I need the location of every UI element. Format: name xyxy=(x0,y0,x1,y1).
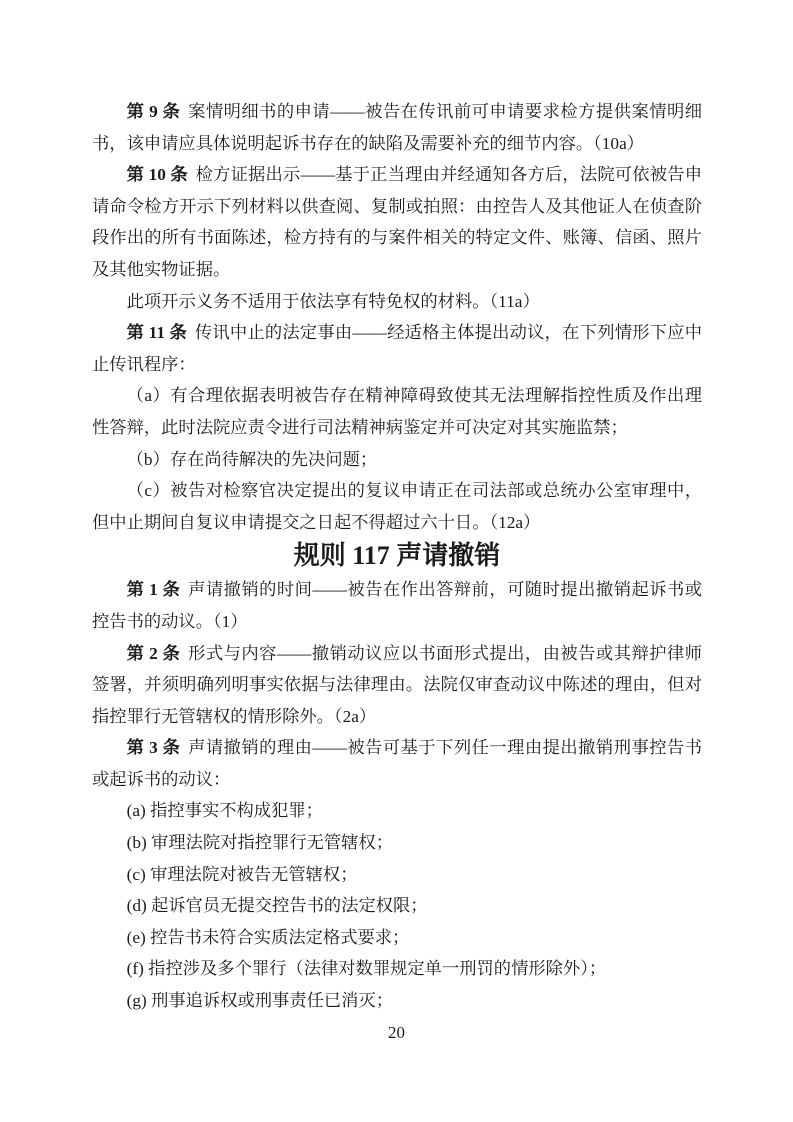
article-text: 形式与内容——撤销动议应以书面形式提出，由被告或其辩护律师签署，并须明确列明事实依据与法律理由。法院仅审查动议中陈述的理由，但对指控罪行无管辖权的情形除外。（2a） xyxy=(92,643,702,726)
article-number: 第 9 条 xyxy=(126,102,181,121)
article-number: 第 1 条 xyxy=(126,580,181,600)
article-text: 检方证据出示——基于正当理由并经通知各方后，法院可依被告申请命令检方开示下列材料以供查阅、复制或拍照：由控告人及其他证人在侦查阶段作出的所有书面陈述，检方持有的与案件相关的特定文件、账簿、信函、照片及其他实物证据。 xyxy=(92,165,702,279)
list-item: (f) 指控涉及多个罪行（法律对数罪规定单一刑罚的情形除外）； xyxy=(126,959,607,979)
article-text: 声请撤销的理由——被告可基于下列任一理由提出撤销刑事控告书或起诉书的动议： xyxy=(92,738,702,789)
list-item: (d) 起诉官员无提交控告书的法定权限； xyxy=(126,896,428,916)
article-number: 第 3 条 xyxy=(126,738,181,758)
article-number: 第 10 条 xyxy=(126,165,188,185)
article-number: 第 11 条 xyxy=(126,323,188,343)
sub-item-paragraph: （c）被告对检察官决定提出的复议申请正在司法部或总统办公室审理中，但中止期间自复议申请提交之日起不得超过六十日。（12a） xyxy=(92,481,702,532)
article-paragraph xyxy=(92,317,702,380)
sub-item-paragraph: （b）存在尚待解决的先决问题； xyxy=(126,449,378,469)
sub-item-paragraph: （a）有合理依据表明被告存在精神障碍致使其无法理解指控性质及作出理性答辩，此时法院应责令进行司法精神病鉴定并可决定对其实施监禁； xyxy=(92,386,702,437)
article-paragraph xyxy=(92,96,702,159)
document-body xyxy=(92,96,702,1017)
list-item: (b) 审理法院对指控罪行无管辖权； xyxy=(126,833,394,853)
article-paragraph xyxy=(92,732,702,795)
article-paragraph xyxy=(92,574,702,637)
article-text: 传讯中止的法定事由——经适格主体提出动议，在下列情形下应中止传讯程序： xyxy=(92,323,702,374)
section-heading: 规则 117 声请撤销 xyxy=(293,541,501,571)
paragraph: 此项开示义务不适用于依法享有特免权的材料。（11a） xyxy=(126,291,540,311)
list-item: (c) 审理法院对被告无管辖权； xyxy=(126,864,358,884)
article-number: 第 2 条 xyxy=(126,643,181,663)
article-text: 案情明细书的申请——被告在传讯前可申请要求检方提供案情明细书，该申请应具体说明起诉书存在的缺陷及需要补充的细节内容。（10a） xyxy=(92,102,702,153)
page-number: 20 xyxy=(388,1023,405,1042)
article-text: 声请撤销的时间——被告在作出答辩前，可随时提出撤销起诉书或控告书的动议。（1） xyxy=(92,580,702,631)
list-item: (g) 刑事追诉权或刑事责任已消灭； xyxy=(126,991,394,1011)
list-item: (a) 指控事实不构成犯罪； xyxy=(126,801,323,821)
list-item: (e) 控告书未符合实质法定格式要求； xyxy=(126,927,410,947)
article-paragraph xyxy=(92,159,702,285)
article-paragraph xyxy=(92,638,702,733)
